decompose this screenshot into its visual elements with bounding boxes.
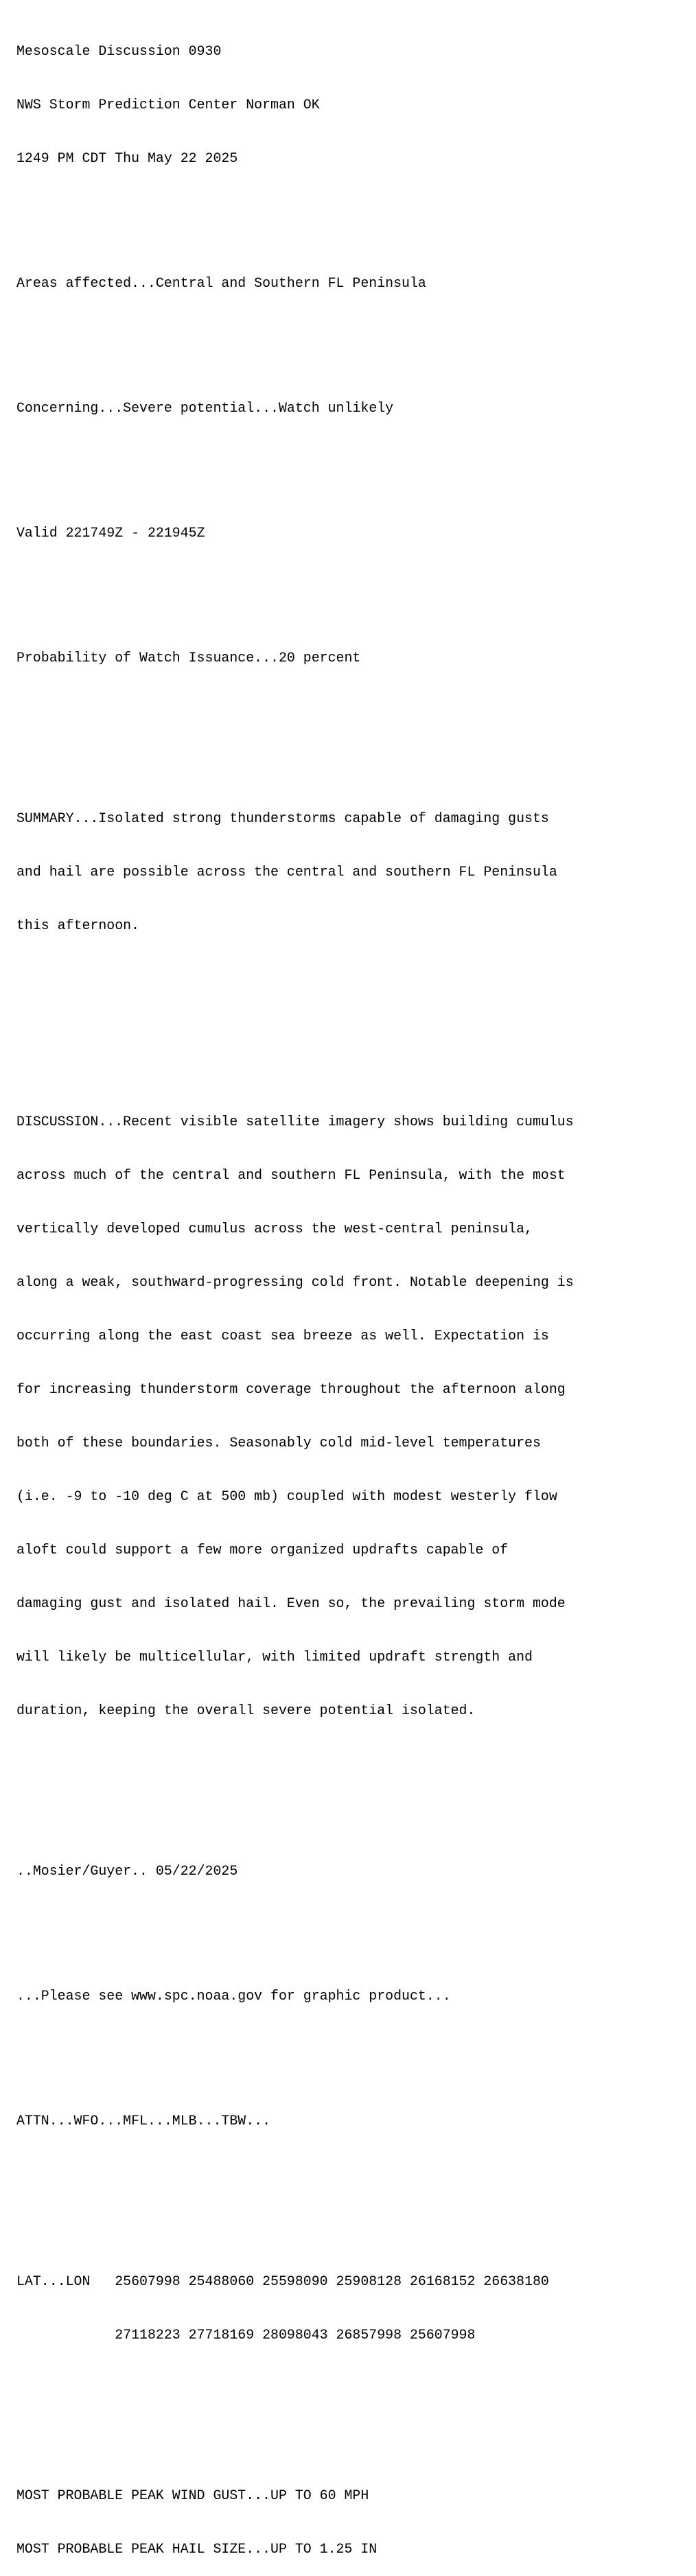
attn-wfo-line: ATTN...WFO...MFL...MLB...TBW...: [16, 2113, 271, 2129]
discussion-line: for increasing thunderstorm coverage throughout the afternoon along: [16, 1381, 566, 1397]
valid-time: Valid 221749Z - 221945Z: [16, 525, 205, 541]
concerning-line: Concerning...Severe potential...Watch unlikely: [16, 400, 394, 416]
summary-section: [16, 774, 574, 970]
spacer: [16, 703, 574, 721]
spacer: [16, 578, 574, 596]
summary-line: this afternoon.: [16, 917, 140, 933]
issue-time: 1249 PM CDT Thu May 22 2025: [16, 150, 238, 166]
graphic-product-note: [16, 1987, 574, 2005]
spacer: [16, 1791, 574, 1809]
summary-line: SUMMARY...Isolated strong thunderstorms capable of damaging gusts: [16, 810, 549, 826]
spacer: [16, 2415, 574, 2433]
discussion-line: across much of the central and southern FL Peninsula, with the most: [16, 1167, 566, 1183]
spc-website-link[interactable]: www.spc.noaa.gov: [131, 1988, 263, 2004]
lat-lon-line: 27118223 27718169 28098043 26857998 25607998: [16, 2327, 476, 2343]
summary-line: and hail are possible across the central and southern FL Peninsula: [16, 864, 557, 880]
discussion-section: [16, 1077, 574, 1755]
spacer: [16, 328, 574, 346]
discussion-line: both of these boundaries. Seasonably cold mid-level temperatures: [16, 1435, 541, 1451]
lat-lon-section: [16, 2237, 574, 2380]
graphic-note-prefix: ...Please see: [16, 1988, 132, 2004]
graphic-note-suffix: for graphic product...: [262, 1988, 451, 2004]
spacer: [16, 1916, 574, 1934]
peak-hail-size: MOST PROBABLE PEAK HAIL SIZE...UP TO 1.25 IN: [16, 2541, 378, 2557]
spacer: [16, 2166, 574, 2183]
spacer: [16, 1006, 574, 1024]
discussion-line: (i.e. -9 to -10 deg C at 500 mb) coupled with modest westerly flow: [16, 1488, 557, 1504]
spacer: [16, 203, 574, 221]
discussion-line: duration, keeping the overall severe potential isolated.: [16, 1702, 476, 1718]
discussion-title: Mesoscale Discussion 0930: [16, 43, 222, 59]
mesoscale-discussion-document: [16, 7, 574, 2576]
discussion-line: will likely be multicellular, with limited updraft strength and: [16, 1649, 533, 1665]
watch-probability: Probability of Watch Issuance...20 percent: [16, 650, 361, 666]
areas-affected: Areas affected...Central and Southern FL Peninsula: [16, 275, 426, 291]
spacer: [16, 2041, 574, 2059]
issuing-office: NWS Storm Prediction Center Norman OK: [16, 97, 320, 113]
discussion-line: occurring along the east coast sea breeze as well. Expectation is: [16, 1328, 549, 1344]
spacer: [16, 453, 574, 471]
discussion-line: aloft could support a few more organized updrafts capable of: [16, 1542, 509, 1558]
discussion-line: vertically developed cumulus across the west-central peninsula,: [16, 1221, 533, 1237]
discussion-line: along a weak, southward-progressing cold front. Notable deepening is: [16, 1274, 574, 1290]
forecasters-signature: ..Mosier/Guyer.. 05/22/2025: [16, 1863, 238, 1879]
discussion-line: DISCUSSION...Recent visible satellite imagery shows building cumulus: [16, 1114, 574, 1129]
lat-lon-line: LAT...LON 25607998 25488060 25598090 25908128 26168152 26638180: [16, 2273, 549, 2289]
discussion-line: damaging gust and isolated hail. Even so, the prevailing storm mode: [16, 1595, 566, 1611]
peak-wind-gust: MOST PROBABLE PEAK WIND GUST...UP TO 60 MPH: [16, 2487, 369, 2503]
